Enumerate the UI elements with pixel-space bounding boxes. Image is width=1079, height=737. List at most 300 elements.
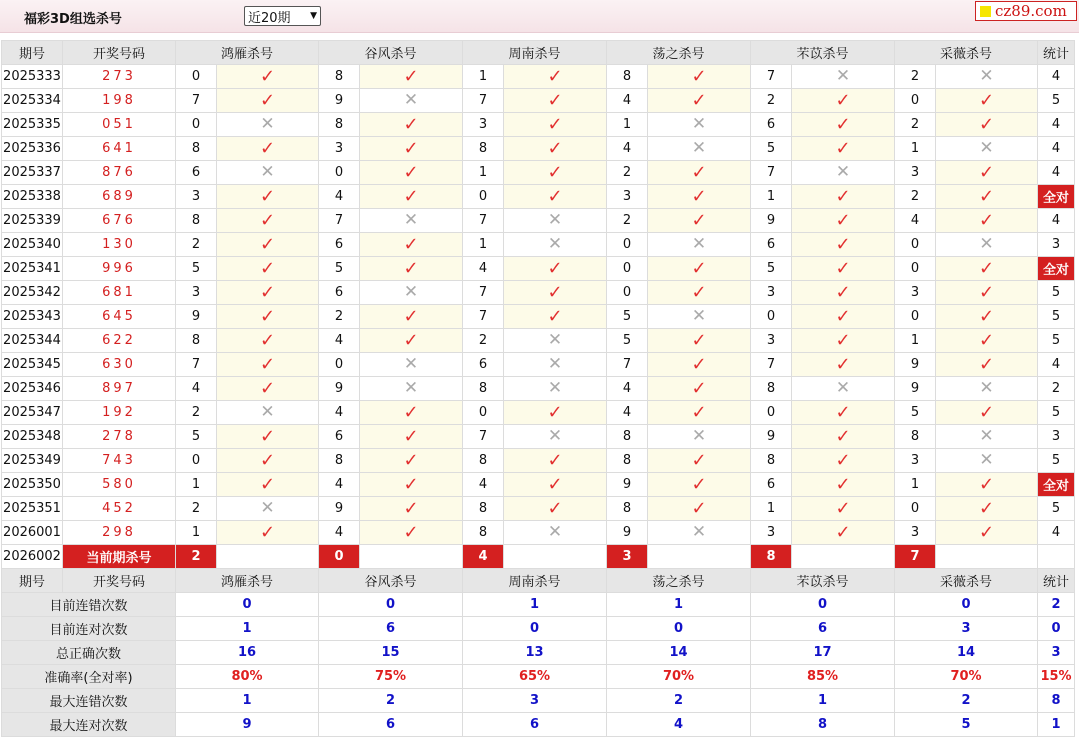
kill-number-cell: 5	[176, 425, 217, 449]
header-expert: 芣苡杀号	[751, 569, 895, 593]
summary-value: 1	[176, 617, 319, 641]
kill-number-cell: 6	[463, 353, 504, 377]
summary-value: 5	[895, 713, 1038, 737]
hit-mark-cell	[648, 377, 751, 401]
kill-number-cell: 6	[751, 113, 792, 137]
hit-mark-cell	[360, 113, 463, 137]
table-row	[2, 185, 1075, 209]
kill-number-cell: 4	[607, 401, 648, 425]
kill-number-cell: 8	[319, 449, 360, 473]
summary-value: 9	[176, 713, 319, 737]
summary-label: 目前连对次数	[2, 617, 176, 641]
current-period-cell: 2026002	[2, 545, 63, 569]
period-cell: 2025333	[2, 65, 63, 89]
miss-mark-cell	[648, 521, 751, 545]
summary-value: 70%	[895, 665, 1038, 689]
miss-mark-cell	[792, 65, 895, 89]
summary-value: 80%	[176, 665, 319, 689]
header-expert: 鸿雁杀号	[176, 569, 319, 593]
header-expert: 采薇杀号	[895, 41, 1038, 65]
period-cell: 2025341	[2, 257, 63, 281]
hit-mark-cell	[504, 305, 607, 329]
check-icon: ✓	[259, 209, 276, 231]
header-expert: 芣苡杀号	[751, 41, 895, 65]
table-row	[2, 401, 1075, 425]
header-stat: 统计	[1038, 569, 1075, 593]
check-icon: ✓	[403, 473, 419, 495]
check-icon: ✓	[547, 89, 563, 111]
kill-number-cell: 1	[751, 185, 792, 209]
check-icon: ✓	[691, 473, 707, 495]
check-icon: ✓	[259, 305, 276, 327]
hit-mark-cell	[217, 521, 319, 545]
miss-mark-cell	[504, 425, 607, 449]
hit-mark-cell	[360, 137, 463, 161]
cross-icon: ✕	[691, 522, 707, 542]
kill-number-cell: 8	[463, 497, 504, 521]
hit-mark-cell	[648, 473, 751, 497]
table-row	[2, 497, 1075, 521]
miss-mark-cell	[504, 209, 607, 233]
summary-value: 1	[751, 689, 895, 713]
kill-number-cell: 6	[751, 233, 792, 257]
draw-number-cell: 298	[63, 521, 176, 545]
current-stat-blank	[1038, 545, 1075, 569]
kill-number-cell: 8	[895, 425, 936, 449]
kill-number-cell: 4	[607, 377, 648, 401]
kill-number-table	[1, 40, 1075, 737]
cross-icon: ✕	[547, 378, 563, 398]
hit-mark-cell	[504, 401, 607, 425]
summary-stat: 3	[1038, 641, 1075, 665]
kill-number-cell: 4	[463, 473, 504, 497]
page-title: 福彩3D组选杀号	[24, 12, 122, 27]
summary-value: 2	[319, 689, 463, 713]
all-correct-badge: 全对	[1038, 257, 1075, 281]
kill-number-cell: 9	[607, 521, 648, 545]
stat-cell: 4	[1038, 521, 1075, 545]
miss-mark-cell	[360, 89, 463, 113]
stat-cell: 4	[1038, 161, 1075, 185]
kill-number-cell: 7	[463, 305, 504, 329]
kill-number-cell: 3	[895, 161, 936, 185]
draw-number-cell: 273	[63, 65, 176, 89]
header-expert: 谷风杀号	[319, 41, 463, 65]
miss-mark-cell	[217, 113, 319, 137]
hit-mark-cell	[217, 425, 319, 449]
check-icon: ✓	[978, 209, 995, 231]
period-cell: 2025343	[2, 305, 63, 329]
summary-row	[2, 713, 1075, 737]
all-correct-badge: 全对	[1038, 185, 1075, 209]
check-icon: ✓	[259, 353, 276, 375]
check-icon: ✓	[835, 449, 851, 471]
summary-value: 1	[176, 689, 319, 713]
check-icon: ✓	[547, 497, 563, 519]
kill-number-cell: 0	[319, 161, 360, 185]
miss-mark-cell	[217, 497, 319, 521]
period-cell: 2025336	[2, 137, 63, 161]
kill-number-cell: 0	[463, 401, 504, 425]
header-expert: 周南杀号	[463, 41, 607, 65]
kill-number-cell: 9	[895, 353, 936, 377]
check-icon: ✓	[259, 449, 276, 471]
hit-mark-cell	[648, 65, 751, 89]
hit-mark-cell	[217, 281, 319, 305]
kill-number-cell: 3	[751, 521, 792, 545]
hit-mark-cell	[648, 209, 751, 233]
kill-number-cell: 5	[319, 257, 360, 281]
summary-value: 3	[895, 617, 1038, 641]
current-kill-number: 7	[895, 545, 936, 569]
check-icon: ✓	[978, 305, 995, 327]
period-cell: 2026001	[2, 521, 63, 545]
kill-number-cell: 5	[176, 257, 217, 281]
hit-mark-cell	[792, 185, 895, 209]
summary-label: 最大连对次数	[2, 713, 176, 737]
hit-mark-cell	[217, 449, 319, 473]
kill-number-cell: 0	[176, 65, 217, 89]
kill-number-cell: 3	[319, 137, 360, 161]
table-row	[2, 257, 1075, 281]
summary-value: 15	[319, 641, 463, 665]
kill-number-cell: 5	[607, 305, 648, 329]
kill-number-cell: 7	[751, 161, 792, 185]
cross-icon: ✕	[835, 66, 851, 86]
cross-icon: ✕	[260, 498, 275, 518]
period-cell: 2025348	[2, 425, 63, 449]
hit-mark-cell	[936, 113, 1038, 137]
kill-number-cell: 1	[751, 497, 792, 521]
summary-label: 最大连错次数	[2, 689, 176, 713]
kill-number-cell: 0	[895, 257, 936, 281]
kill-number-cell: 3	[895, 521, 936, 545]
kill-number-cell: 0	[607, 257, 648, 281]
check-icon: ✓	[259, 281, 276, 303]
kill-number-cell: 4	[176, 377, 217, 401]
stat-cell: 4	[1038, 209, 1075, 233]
miss-mark-cell	[360, 377, 463, 401]
kill-number-cell: 3	[895, 449, 936, 473]
summary-value: 17	[751, 641, 895, 665]
logo-square-icon	[980, 6, 991, 17]
draw-number-cell: 630	[63, 353, 176, 377]
hit-mark-cell	[792, 209, 895, 233]
kill-number-cell: 1	[463, 65, 504, 89]
summary-value: 2	[895, 689, 1038, 713]
miss-mark-cell	[936, 233, 1038, 257]
cross-icon: ✕	[691, 306, 707, 326]
check-icon: ✓	[547, 137, 563, 159]
top-bar	[0, 0, 1079, 33]
miss-mark-cell	[648, 113, 751, 137]
miss-mark-cell	[217, 161, 319, 185]
kill-number-cell: 5	[751, 137, 792, 161]
check-icon: ✓	[547, 257, 563, 279]
period-cell: 2025349	[2, 449, 63, 473]
period-cell: 2025334	[2, 89, 63, 113]
stat-cell: 2	[1038, 377, 1075, 401]
check-icon: ✓	[547, 113, 563, 135]
kill-number-cell: 7	[751, 65, 792, 89]
cross-icon: ✕	[260, 402, 275, 422]
check-icon: ✓	[835, 305, 851, 327]
hit-mark-cell	[936, 257, 1038, 281]
check-icon: ✓	[259, 329, 276, 351]
hit-mark-cell	[936, 401, 1038, 425]
kill-number-cell: 0	[463, 185, 504, 209]
miss-mark-cell	[936, 377, 1038, 401]
current-kill-number: 8	[751, 545, 792, 569]
kill-number-cell: 8	[319, 65, 360, 89]
period-cell: 2025351	[2, 497, 63, 521]
draw-number-cell: 198	[63, 89, 176, 113]
hit-mark-cell	[792, 473, 895, 497]
hit-mark-cell	[360, 329, 463, 353]
kill-number-cell: 8	[463, 521, 504, 545]
miss-mark-cell	[217, 401, 319, 425]
hit-mark-cell	[217, 305, 319, 329]
kill-number-cell: 5	[607, 329, 648, 353]
kill-number-cell: 7	[607, 353, 648, 377]
check-icon: ✓	[691, 497, 707, 519]
cross-icon: ✕	[691, 426, 707, 446]
hit-mark-cell	[648, 497, 751, 521]
kill-number-cell: 9	[751, 425, 792, 449]
kill-number-cell: 0	[319, 353, 360, 377]
cross-icon: ✕	[979, 378, 994, 398]
kill-number-cell: 0	[895, 89, 936, 113]
table-row	[2, 161, 1075, 185]
kill-number-cell: 7	[463, 281, 504, 305]
kill-number-cell: 4	[319, 401, 360, 425]
summary-value: 14	[607, 641, 751, 665]
draw-number-cell: 622	[63, 329, 176, 353]
hit-mark-cell	[648, 329, 751, 353]
check-icon: ✓	[835, 473, 851, 495]
check-icon: ✓	[403, 161, 419, 183]
hit-mark-cell	[792, 281, 895, 305]
hit-mark-cell	[360, 257, 463, 281]
check-icon: ✓	[835, 185, 851, 207]
summary-value: 3	[463, 689, 607, 713]
draw-number-cell: 641	[63, 137, 176, 161]
current-kill-blank	[792, 545, 895, 569]
kill-number-cell: 0	[607, 281, 648, 305]
check-icon: ✓	[978, 113, 995, 135]
hit-mark-cell	[504, 113, 607, 137]
period-cell: 2025339	[2, 209, 63, 233]
summary-label: 准确率(全对率)	[2, 665, 176, 689]
kill-number-cell: 1	[895, 473, 936, 497]
summary-row	[2, 641, 1075, 665]
all-correct-badge: 全对	[1038, 473, 1075, 497]
hit-mark-cell	[648, 89, 751, 113]
kill-number-cell: 9	[607, 473, 648, 497]
hit-mark-cell	[792, 521, 895, 545]
kill-number-cell: 8	[176, 209, 217, 233]
check-icon: ✓	[547, 161, 563, 183]
check-icon: ✓	[547, 473, 563, 495]
check-icon: ✓	[259, 185, 276, 207]
stat-cell: 3	[1038, 233, 1075, 257]
header-period: 期号	[2, 41, 63, 65]
period-cell: 2025335	[2, 113, 63, 137]
hit-mark-cell	[217, 65, 319, 89]
kill-number-cell: 2	[895, 185, 936, 209]
current-kill-number: 2	[176, 545, 217, 569]
kill-number-cell: 4	[319, 329, 360, 353]
check-icon: ✓	[259, 89, 276, 111]
check-icon: ✓	[978, 521, 995, 543]
stat-cell: 5	[1038, 305, 1075, 329]
table-row	[2, 425, 1075, 449]
hit-mark-cell	[360, 401, 463, 425]
draw-number-cell: 897	[63, 377, 176, 401]
table-row	[2, 377, 1075, 401]
header-draw: 开奖号码	[63, 569, 176, 593]
miss-mark-cell	[936, 65, 1038, 89]
stat-cell: 5	[1038, 281, 1075, 305]
period-cell: 2025347	[2, 401, 63, 425]
kill-number-cell: 2	[607, 209, 648, 233]
draw-number-cell: 278	[63, 425, 176, 449]
stat-cell: 5	[1038, 329, 1075, 353]
check-icon: ✓	[259, 521, 276, 543]
check-icon: ✓	[691, 401, 707, 423]
cross-icon: ✕	[260, 114, 275, 134]
current-kill-blank	[648, 545, 751, 569]
summary-stat: 0	[1038, 617, 1075, 641]
kill-number-cell: 7	[319, 209, 360, 233]
draw-number-cell: 192	[63, 401, 176, 425]
cross-icon: ✕	[547, 426, 563, 446]
kill-number-cell: 1	[176, 521, 217, 545]
hit-mark-cell	[648, 449, 751, 473]
kill-number-cell: 8	[463, 449, 504, 473]
header-period: 期号	[2, 569, 63, 593]
header-expert: 周南杀号	[463, 569, 607, 593]
table-row	[2, 305, 1075, 329]
check-icon: ✓	[978, 401, 995, 423]
hit-mark-cell	[648, 185, 751, 209]
period-cell: 2025340	[2, 233, 63, 257]
hit-mark-cell	[217, 257, 319, 281]
stat-cell: 4	[1038, 65, 1075, 89]
hit-mark-cell	[360, 521, 463, 545]
stat-cell: 5	[1038, 89, 1075, 113]
summary-value: 0	[607, 617, 751, 641]
kill-number-cell: 7	[463, 209, 504, 233]
check-icon: ✓	[835, 425, 851, 447]
kill-number-cell: 2	[895, 65, 936, 89]
kill-number-cell: 3	[607, 185, 648, 209]
kill-number-cell: 8	[607, 497, 648, 521]
hit-mark-cell	[648, 257, 751, 281]
check-icon: ✓	[835, 89, 851, 111]
kill-number-cell: 9	[176, 305, 217, 329]
summary-row	[2, 617, 1075, 641]
hit-mark-cell	[792, 401, 895, 425]
summary-value: 2	[607, 689, 751, 713]
cross-icon: ✕	[547, 210, 563, 230]
hit-mark-cell	[936, 89, 1038, 113]
hit-mark-cell	[360, 161, 463, 185]
summary-stat: 8	[1038, 689, 1075, 713]
hit-mark-cell	[360, 185, 463, 209]
table-row	[2, 281, 1075, 305]
header-expert: 采薇杀号	[895, 569, 1038, 593]
kill-number-cell: 4	[895, 209, 936, 233]
kill-number-cell: 3	[176, 281, 217, 305]
check-icon: ✓	[978, 281, 995, 303]
hit-mark-cell	[792, 425, 895, 449]
summary-value: 6	[751, 617, 895, 641]
kill-number-cell: 1	[463, 233, 504, 257]
period-cell: 2025350	[2, 473, 63, 497]
kill-number-cell: 9	[319, 89, 360, 113]
hit-mark-cell	[504, 449, 607, 473]
check-icon: ✓	[403, 233, 419, 255]
summary-value: 0	[895, 593, 1038, 617]
hit-mark-cell	[360, 449, 463, 473]
kill-number-cell: 1	[895, 137, 936, 161]
kill-number-cell: 7	[176, 353, 217, 377]
miss-mark-cell	[504, 233, 607, 257]
summary-value: 1	[607, 593, 751, 617]
site-logo[interactable]	[975, 1, 1077, 21]
hit-mark-cell	[792, 329, 895, 353]
hit-mark-cell	[792, 113, 895, 137]
kill-number-cell: 6	[319, 425, 360, 449]
kill-number-cell: 0	[607, 233, 648, 257]
period-cell: 2025342	[2, 281, 63, 305]
summary-label: 目前连错次数	[2, 593, 176, 617]
period-select[interactable]	[244, 6, 321, 26]
check-icon: ✓	[978, 161, 995, 183]
hit-mark-cell	[936, 281, 1038, 305]
stat-cell: 5	[1038, 449, 1075, 473]
hit-mark-cell	[504, 185, 607, 209]
period-cell: 2025345	[2, 353, 63, 377]
current-kill-label: 当前期杀号	[63, 545, 176, 569]
hit-mark-cell	[792, 353, 895, 377]
table-header-row	[2, 41, 1075, 65]
period-cell: 2025344	[2, 329, 63, 353]
stat-cell: 4	[1038, 113, 1075, 137]
table-row	[2, 89, 1075, 113]
summary-value: 6	[463, 713, 607, 737]
stat-cell: 5	[1038, 497, 1075, 521]
check-icon: ✓	[835, 329, 851, 351]
kill-number-cell: 6	[319, 281, 360, 305]
check-icon: ✓	[691, 377, 707, 399]
hit-mark-cell	[936, 305, 1038, 329]
check-icon: ✓	[547, 449, 563, 471]
check-icon: ✓	[691, 353, 707, 375]
kill-number-cell: 9	[319, 497, 360, 521]
summary-value: 0	[176, 593, 319, 617]
kill-number-cell: 6	[176, 161, 217, 185]
miss-mark-cell	[360, 281, 463, 305]
check-icon: ✓	[403, 497, 419, 519]
table-row	[2, 329, 1075, 353]
kill-number-cell: 2	[176, 233, 217, 257]
hit-mark-cell	[792, 233, 895, 257]
hit-mark-cell	[792, 137, 895, 161]
summary-row	[2, 665, 1075, 689]
hit-mark-cell	[504, 89, 607, 113]
